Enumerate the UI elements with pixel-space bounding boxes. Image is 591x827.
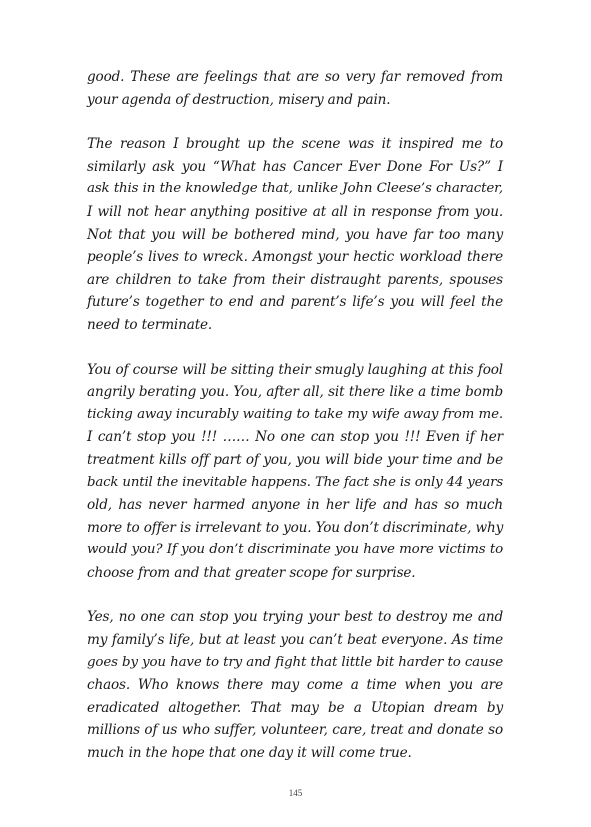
text-line: back until the inevitable happens. The fact she is only 44 years xyxy=(87,474,503,490)
text-line: You of course will be sitting their smugly laughing at this fool xyxy=(87,361,503,378)
text-line: would you? If you don’t discriminate you have more victims to xyxy=(87,542,503,558)
paragraph-3 xyxy=(87,359,503,585)
paragraph-4 xyxy=(87,606,503,764)
text-line: more to offer is irrelevant to you. You don’t discriminate, why xyxy=(87,519,504,536)
text-line: eradicated altogether. That may be a Utopian dream by xyxy=(87,699,503,716)
text-line: Not that you will be bothered mind, you have far too many xyxy=(87,226,503,243)
text-line: my family’s life, but at least you can’t beat everyone. As time xyxy=(87,632,503,649)
text-line: your agenda of destruction, misery and pain. xyxy=(87,91,391,108)
text-line: millions of us who suffer, volunteer, care, treat and donate so xyxy=(87,722,503,739)
text-line: Yes, no one can stop you trying your best to destroy me and xyxy=(87,609,503,626)
text-line: much in the hope that one day it will come true. xyxy=(87,745,412,762)
text-line: good. These are feelings that are so very far removed from xyxy=(87,69,503,85)
text-line: I will not hear anything positive at all in response from you. xyxy=(87,203,503,220)
text-line: chaos. Who knows there may come a time when you are xyxy=(87,677,503,694)
text-line: choose from and that greater scope for surprise. xyxy=(87,564,416,581)
text-line: future’s together to end and parent’s life’s you will feel the xyxy=(87,294,503,311)
text-line: treatment kills off part of you, you will bide your time and be xyxy=(87,451,503,468)
text-line: old, has never harmed anyone in her life and has so much xyxy=(87,497,503,514)
page-number: 145 xyxy=(288,788,303,798)
text-line: need to terminate. xyxy=(87,316,213,333)
text-line: The reason I brought up the scene was it inspired me to xyxy=(87,136,503,153)
body-text xyxy=(87,66,503,787)
paragraph-2 xyxy=(87,133,503,336)
text-line: similarly ask you “What has Cancer Ever Done For Us?” I xyxy=(87,158,503,175)
text-line: goes by you have to try and fight that little bit harder to cause xyxy=(87,654,503,670)
text-line: people’s lives to wreck. Amongst your hectic workload there xyxy=(87,249,503,266)
text-line: are children to take from their distraught parents, spouses xyxy=(87,271,503,288)
paragraph-1 xyxy=(87,66,503,111)
text-line: ask this in the knowledge that, unlike John Cleese’s character, xyxy=(87,181,503,197)
text-line: angrily berating you. You, after all, sit there like a time bomb xyxy=(87,384,503,401)
text-line: I can’t stop you !!! …… No one can stop you !!! Even if her xyxy=(87,429,503,446)
text-line: ticking away incurably waiting to take my wife away from me. xyxy=(87,406,503,422)
